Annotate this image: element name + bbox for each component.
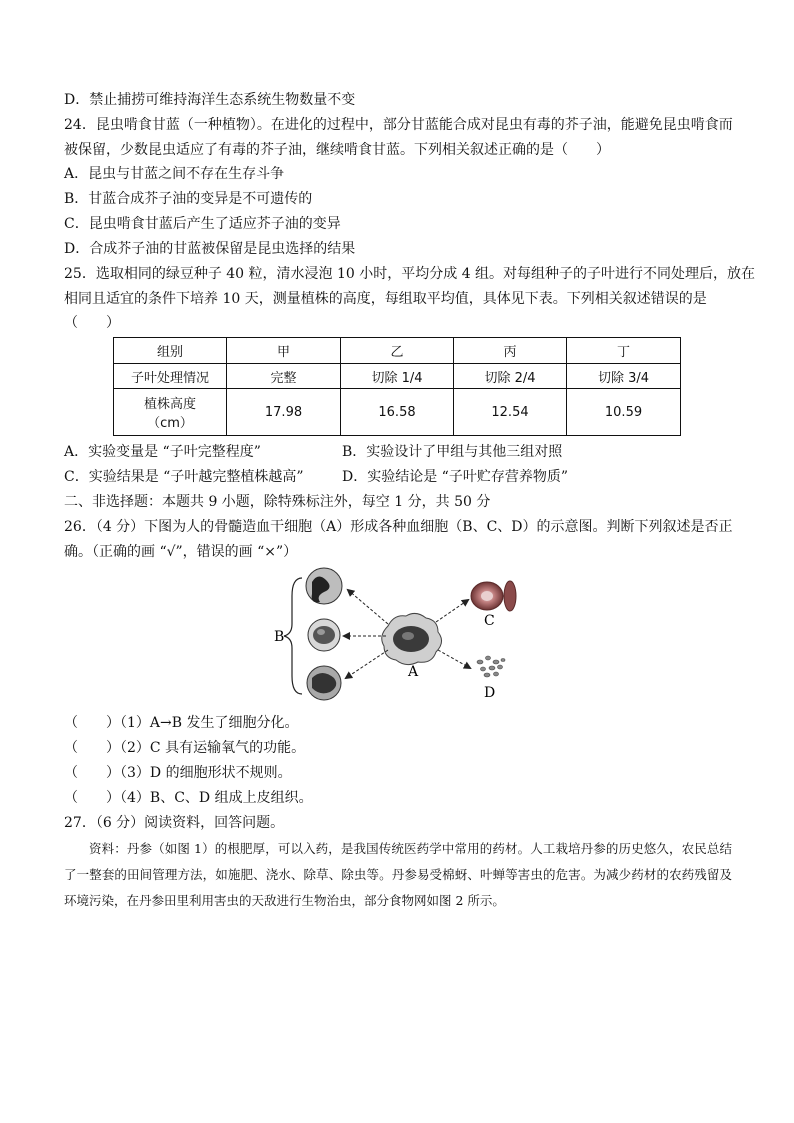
section2-title: 二、非选择题：本题共 9 小题，除特殊标注外，每空 1 分，共 50 分 (64, 494, 491, 510)
table-cell: 完整 (227, 364, 341, 389)
white-cell-lymphocyte (308, 619, 340, 651)
table-header-cell: 丙 (454, 338, 567, 364)
label-c: C (484, 613, 495, 629)
label-d: D (484, 685, 496, 701)
table-header-cell: 组别 (114, 338, 227, 364)
arrow-a-to-b1 (348, 590, 388, 624)
table-header-cell: 乙 (341, 338, 454, 364)
table-cell: 16.58 (341, 389, 454, 436)
table-cell: 12.54 (454, 389, 567, 436)
q25-stem-line3: （ ） (64, 315, 120, 331)
arrow-a-to-c (436, 600, 468, 622)
label-a: A (408, 664, 419, 680)
q24-option-d: D．合成芥子油的甘蓝被保留是昆虫选择的结果 (64, 241, 356, 257)
q26-item-1: （ ）（1）A→B 发生了细胞分化。 (64, 715, 299, 731)
q25-option-d: D．实验结论是 “子叶贮存营养物质” (342, 469, 568, 485)
q25-stem-line2: 相同且适宜的条件下培养 10 天，测量植株的高度，每组取平均值，具体见下表。下列相关叙述错误的是 (64, 291, 707, 307)
table-cell: 切除 3/4 (567, 364, 681, 389)
q26-item-2: （ ）（2）C 具有运输氧气的功能。 (64, 740, 306, 756)
table-row (114, 364, 681, 389)
table-cell: 切除 2/4 (454, 364, 567, 389)
table-header-cell: 甲 (227, 338, 341, 364)
table-cell: 切除 1/4 (341, 364, 454, 389)
q25-stem-line1: 25．选取相同的绿豆种子 40 粒，清水浸泡 10 小时，平均分成 4 组。对每组种子的子叶进行不同处理后，放在 (64, 266, 756, 282)
q24-option-b: B．甘蓝合成芥子油的变异是不可遗传的 (64, 191, 313, 207)
q26-item-3: （ ）（3）D 的细胞形状不规则。 (64, 765, 292, 781)
label-b: B (274, 629, 285, 645)
q23-option-d: D．禁止捕捞可维持海洋生态系统生物数量不变 (64, 92, 356, 108)
table-cell: 17.98 (227, 389, 341, 436)
table-header-row (114, 338, 681, 364)
blood-cell-figure (268, 566, 528, 702)
q24-stem-line1: 24．昆虫啃食甘蓝（一种植物）。在进化的过程中，部分甘蓝能合成对昆虫有毒的芥子油，能避免昆虫啃食而 (64, 117, 733, 133)
table-cell: 10.59 (567, 389, 681, 436)
b-bracket (284, 578, 302, 694)
table-cell-label (114, 389, 227, 436)
arrow-a-to-b3 (346, 650, 388, 678)
table-row (114, 389, 681, 436)
q24-stem-line2: 被保留，少数昆虫适应了有毒的芥子油，继续啃食甘蓝。下列相关叙述正确的是（ ） (64, 142, 610, 158)
q26-stem-line2: 确。（正确的画 “√”，错误的画 “×”） (64, 544, 298, 560)
stem-cell-a (382, 613, 442, 664)
arrow-a-to-d (438, 650, 470, 668)
white-cell-neutrophil (306, 568, 342, 604)
q25-option-b: B．实验设计了甲组与其他三组对照 (342, 444, 563, 460)
row-label-line2: （cm） (147, 416, 193, 431)
q25-data-table (113, 337, 681, 436)
q26-item-4: （ ）（4）B、C、D 组成上皮组织。 (64, 790, 313, 806)
q27-material: 资料：丹参（如图 1）的根肥厚，可以入药，是我国传统医药学中常用的药材。人工栽培丹参的历史悠久，农民总结了一整套的田间管理方法，如施肥、浇水、除草、除虫等。丹参易受棉蚜、叶蝉等害虫的危害。为减少药材的农药残留及环境污染，在丹参田里利用害虫的天敌进行生物治虫，部分食物网如图 2 所示。 (64, 841, 732, 908)
q27-stem: 27．（6 分）阅读资料，回答问题。 (64, 815, 285, 831)
table-cell: 子叶处理情况 (114, 364, 227, 389)
white-cell-monocyte (307, 666, 341, 700)
platelets-d (477, 656, 505, 677)
table-header-cell: 丁 (567, 338, 681, 364)
q26-stem-line1: 26．（4 分）下图为人的骨髓造血干细胞（A）形成各种血细胞（B、C、D）的示意图。判断下列叙述是否正 (64, 519, 733, 535)
red-blood-cell-c (471, 581, 516, 611)
row-label-line1: 植株高度 (143, 397, 196, 412)
q24-option-a: A．昆虫与甘蓝之间不存在生存斗争 (64, 166, 285, 182)
q25-option-a: A．实验变量是 “子叶完整程度” (64, 444, 261, 460)
q24-option-c: C．昆虫啃食甘蓝后产生了适应芥子油的变异 (64, 216, 341, 232)
q25-option-c: C．实验结果是 “子叶越完整植株越高” (64, 469, 304, 485)
